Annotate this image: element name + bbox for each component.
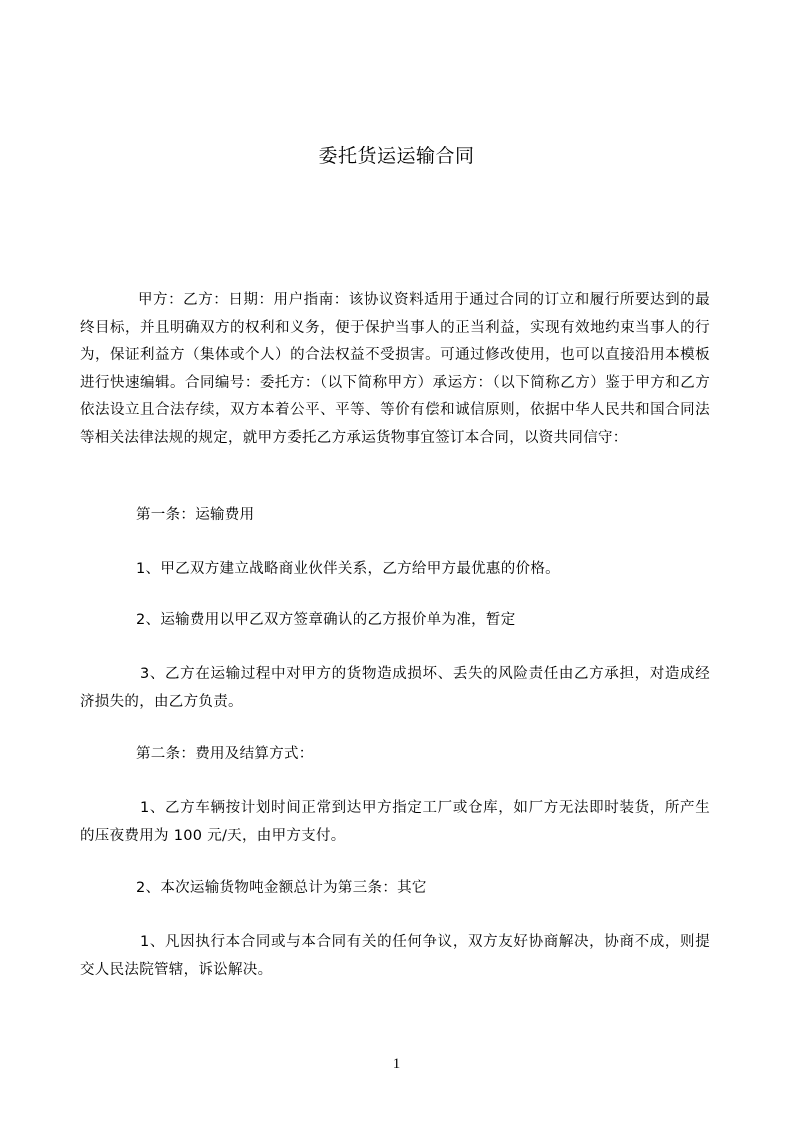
intro-paragraph: 甲方：乙方：日期：用户指南：该协议资料适用于通过合同的订立和履行所要达到的最终目标，并且明确双方的权利和义务，便于保护当事人的正当利益，实现有效地约束当事人的行为，保证利益方（集体或个人）的合法权益不受损害。可通过修改使用，也可以直接沿用本模板进行快速编辑。合同编号：委托方：（以下简称甲方）承运方：（以下简称乙方）鉴于甲方和乙方依法设立且合法存续，双方本着公平、平等、等价有偿和诚信原则，依据中华人民共和国合同法等相关法律法规的规定，就甲方委托乙方承运货物事宜签订本合同，以资共同信守： — [80, 292, 710, 446]
article-1-heading: 第一条：运输费用 — [136, 507, 255, 523]
article-2-heading: 第二条：费用及结算方式： — [136, 746, 314, 762]
article-1-item-2: 2、运输费用以甲乙双方签章确认的乙方报价单为准，暂定 — [136, 612, 516, 628]
page-number: 1 — [392, 1056, 401, 1072]
article-1-item-1: 1、甲乙双方建立战略商业伙伴关系，乙方给甲方最优惠的价格。 — [136, 561, 560, 577]
article-2-item-2: 2、本次运输货物吨金额总计为第三条：其它 — [136, 880, 427, 896]
document-title: 委托货运运输合同 — [318, 145, 475, 167]
article-1-item-3: 3、乙方在运输过程中对甲方的货物造成损坏、丢失的风险责任由乙方承担，对造成经济损失的，由乙方负责。 — [80, 666, 710, 710]
article-2-item-1: 1、乙方车辆按计划时间正常到达甲方指定工厂或仓库，如厂方无法即时装货，所产生的压夜费用为 100 元/天，由甲方支付。 — [80, 800, 710, 844]
article-3-item-1: 1、凡因执行本合同或与本合同有关的任何争议，双方友好协商解决，协商不成，则提交人民法院管辖，诉讼解决。 — [80, 934, 710, 978]
